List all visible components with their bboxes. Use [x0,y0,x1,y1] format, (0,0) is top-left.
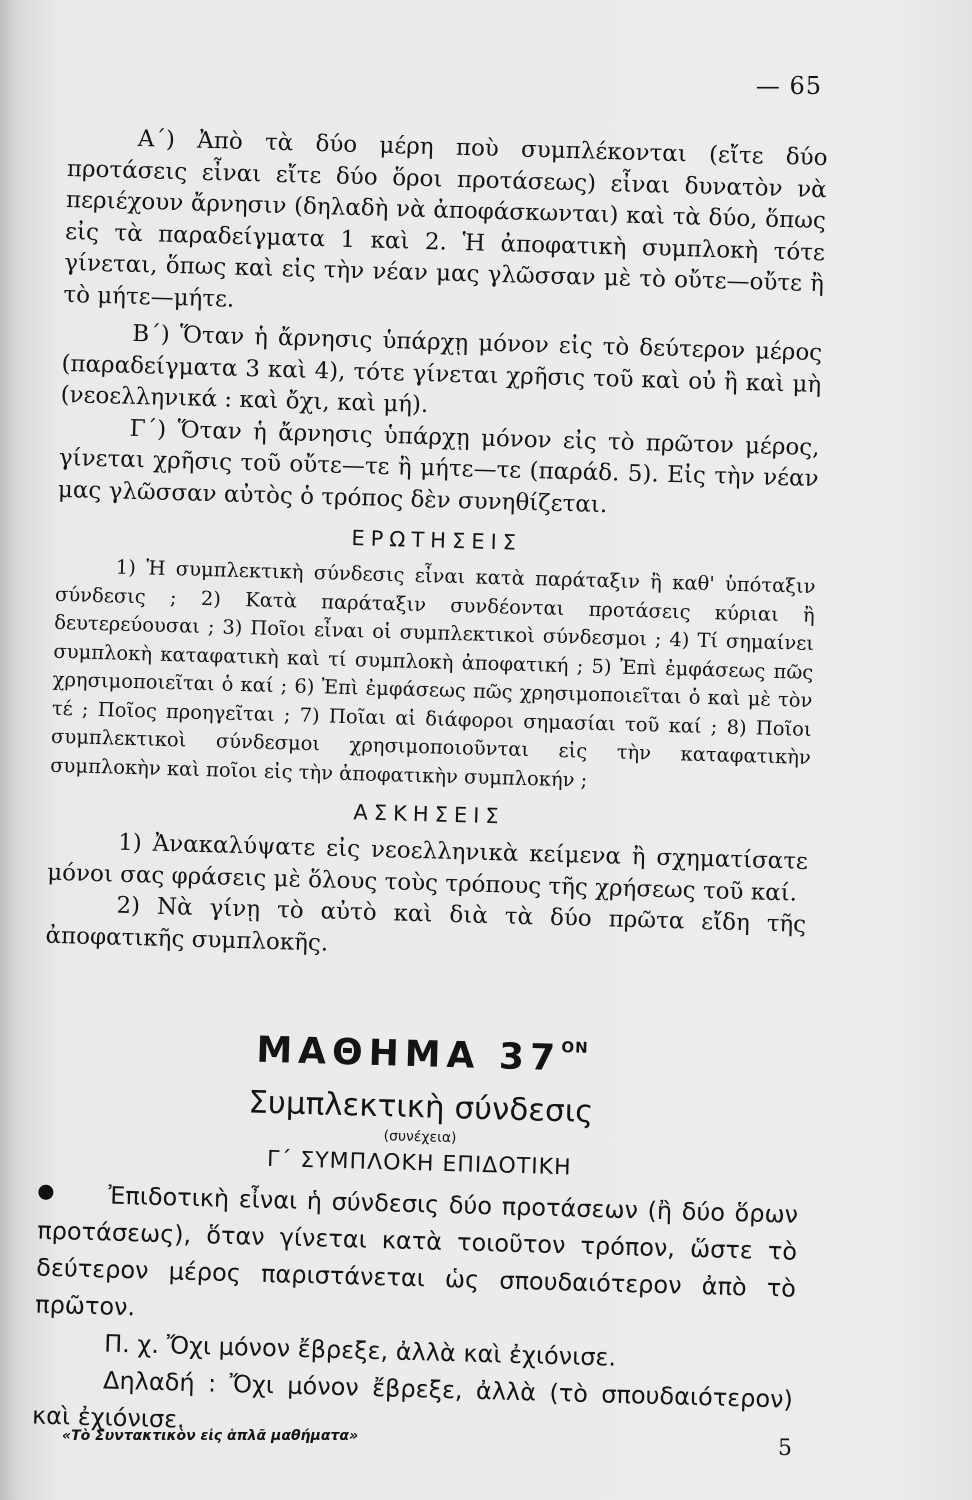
questions-text: 1) Ἡ συμπλεκτικὴ σύνδεσις εἶναι κατὰ παράταξιν ἢ καθ' ὑπόταξιν σύνδεσις ; 2) Κατὰ παράταξιν συνδέονται προτάσεις κύριαι ἢ δευτερεύουσαι ; 3) Ποῖοι εἶναι οἱ συμπλεκτικοὶ σύνδεσμοι ; 4) Τί σημαίνει συμπλοκὴ καταφατικὴ καὶ τί συμπλοκὴ ἀποφατική ; 5) Ἐπὶ ἐμφάσεως πῶς χρησιμοποιεῖται ὁ καί ; 6) Ἐπὶ ἐμφάσεως πῶς χρησιμοποιεῖται ὁ καὶ μὲ τὸν τέ ; Ποῖος προηγεῖται ; 7) Ποῖαι αἱ διάφοροι σημασίαι τοῦ καί ; 8) Ποῖοι συμπλεκτικοὶ σύνδεσμοι χρησιμοποιοῦνται εἰς τὴν καταφατικὴν συμπλοκὴν καὶ ποῖοι εἰς τὴν ἀποφατικὴν συμπλοκήν ; [49,555,816,792]
page-number: — 65 [755,72,822,100]
exercise-2: 2) Νὰ γίνῃ τὸ αὐτὸ καὶ διὰ τὰ δύο πρῶτα εἴδη τῆς ἀποφατικῆς συμπλοκῆς. [45,892,807,957]
paragraph-b: Β΄) Ὅταν ἡ ἄρνησις ὑπάρχῃ μόνον εἰς τὸ δεύτερον μέρος (παραδείγματα 3 καὶ 4), τότε γίνεται χρῆσις τοῦ καὶ οὐ ἢ καὶ μὴ (νεοελληνικά : καὶ ὄχι, καὶ μή). [60,320,823,419]
section-title: Γ΄ ΣΥΜΠΛΟΚΗ ΕΠΙΔΟΤΙΚΗ [266,1146,572,1181]
exercises-heading: ΑΣΚΗΣΕΙΣ [353,800,505,829]
signature-mark: 5 [778,1436,792,1461]
exercise-1: 1) Ἀνακαλύψατε εἰς νεοελληνικὰ κείμενα ἢ σχηματίσατε μόνοι σας φράσεις μὲ ὅλους τοὺς τρόπους τῆς χρήσεως τοῦ καί. [46,829,809,907]
lesson-title-text: ΜΑΘΗΜΑ 37 [255,1029,562,1080]
lesson-title-sup: ΟΝ [561,1038,589,1057]
paragraph-a: Α΄) Ἀπὸ τὰ δύο μέρη ποὺ συμπλέκονται (εἴτε δύο προτάσεις εἶναι εἴτε δύο ὅροι προτάσεως) εἶναι δυνατὸν νὰ περιέχουν ἄρνησιν (δηλαδὴ νὰ ἀποφάσκωνται) καὶ τὰ δύο, ὅπως εἰς τὰ παραδείγματα 1 καὶ 2. Ἡ ἀποφατικὴ συμπλοκὴ τότε γίνεται, ὅπως καὶ εἰς τὴν νέαν μας γλῶσσαν μὲ τὸ οὔτε—οὔτε ἢ τὸ μήτε—μήτε. [63,125,828,313]
lesson-subtitle: Συμπλεκτικὴ σύνδεσις [247,1084,594,1131]
example-paragraph: Π. χ. Ὄχι μόνον ἔβρεξε, ἀλλὰ καὶ ἐχιόνισε. [103,1329,617,1372]
explanation-paragraph: Δηλαδή : Ὄχι μόνον ἔβρεξε, ἀλλὰ (τὸ σπουδαιότερον) καὶ ἐχιόνισε. [31,1366,794,1434]
definition-text: Ἐπιδοτικὴ εἶναι ἡ σύνδεσις δύο προτάσεων (ἢ δύο ὅρων προτάσεως), ὅταν γίνεται κατὰ τοιοῦτον τρόπον, ὥστε τὸ δεύτερον μέρος παριστάνεται ὡς σπουδαιότερον ἀπὸ τὸ πρῶτον. [34,1181,799,1322]
definition-paragraph [35,1176,799,1345]
book-footer: «Τὸ Συντακτικὸν εἰς ἁπλᾶ μαθήματα» [62,1428,359,1444]
lesson-continued: (συνέχεια) [383,1128,457,1147]
page-content [32,60,830,1456]
questions-heading: ΕΡΩΤΗΣΕΙΣ [351,526,523,555]
lesson-title [42,1024,803,1086]
paragraph-c: Γ΄) Ὅταν ἡ ἄρνησις ὑπάρχῃ μόνον εἰς τὸ πρῶτον μέρος, γίνεται χρῆσις τοῦ οὔτε—τε ἢ μήτε—τε (παράδ. 5). Εἰς τὴν νέαν μας γλῶσσαν αὐτὸς ὁ τρόπος δὲν συνηθίζεται. [57,415,820,518]
bullet-icon [38,1185,53,1200]
